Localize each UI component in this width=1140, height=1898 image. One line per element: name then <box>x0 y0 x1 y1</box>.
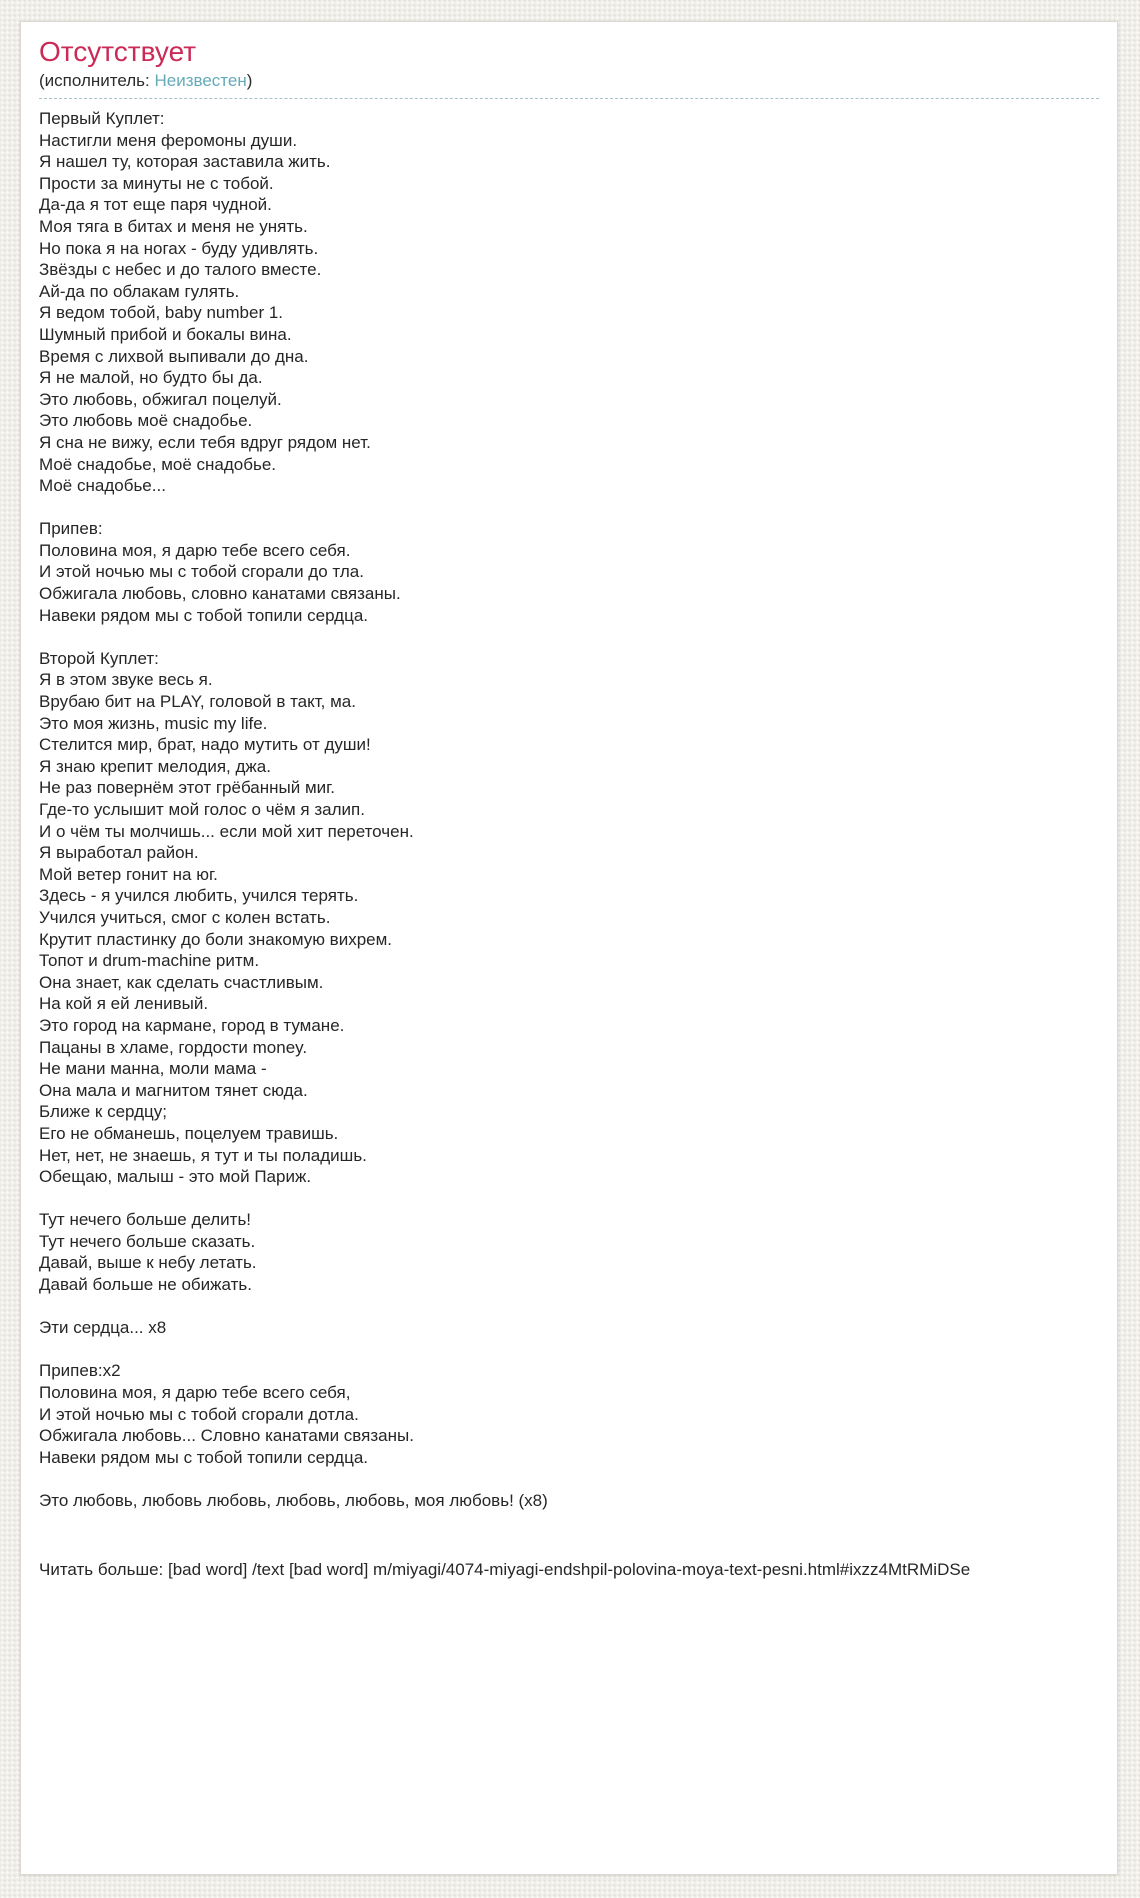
lyric-line: Это любовь, обжигал поцелуй. <box>39 389 282 409</box>
lyric-line: Его не обманешь, поцелуем травишь. <box>39 1123 339 1143</box>
lyric-line: Эти сердца... x8 <box>39 1318 167 1338</box>
lyric-stanza <box>39 108 1099 497</box>
lyric-line: Это любовь моё снадобье. <box>39 411 253 431</box>
lyric-line: Мой ветер гонит на юг. <box>39 864 218 884</box>
lyric-stanza <box>39 1490 1099 1512</box>
lyric-line: Нет, нет, не знаешь, я тут и ты поладишь. <box>39 1145 367 1165</box>
artist-link[interactable]: Неизвестен <box>154 71 247 90</box>
lyric-line: Я сна не вижу, если тебя вдруг рядом нет. <box>39 432 371 452</box>
lyric-line: Время с лихвой выпивали до дна. <box>39 346 309 366</box>
lyric-line: Она мала и магнитом тянет сюда. <box>39 1080 308 1100</box>
lyric-line: Это моя жизнь, music my life. <box>39 713 268 733</box>
lyric-line: Обещаю, малыш - это мой Париж. <box>39 1167 312 1187</box>
lyric-line: Обжигала любовь... Словно канатами связаны. <box>39 1426 414 1446</box>
lyric-line: Моё снадобье, моё снадобье. <box>39 454 277 474</box>
lyric-line: Навеки рядом мы с тобой топили сердца. <box>39 605 368 625</box>
lyric-line: Припев:x2 <box>39 1361 121 1381</box>
lyric-line: И о чём ты молчишь... если мой хит переточен. <box>39 821 414 841</box>
lyric-stanza <box>39 1360 1099 1468</box>
lyric-stanza <box>39 518 1099 626</box>
lyric-line: Крутит пластинку до боли знакомую вихрем. <box>39 929 393 949</box>
lyric-line: Обжигала любовь, словно канатами связаны. <box>39 584 401 604</box>
lyric-line: Тут нечего больше делить! <box>39 1210 252 1230</box>
lyric-line: Здесь - я учился любить, учился терять. <box>39 886 359 906</box>
lyric-line: Прости за минуты не с тобой. <box>39 173 274 193</box>
lyric-line: И этой ночью мы с тобой сгорали дотла. <box>39 1404 359 1424</box>
lyric-line: Первый Куплет: <box>39 109 165 128</box>
lyrics-card <box>20 21 1118 1875</box>
lyric-line: Это любовь, любовь любовь, любовь, любовь, моя любовь! (x8) <box>39 1491 548 1510</box>
lyric-line: Моё снадобье... <box>39 476 166 496</box>
lyric-line: Я ведом тобой, baby number 1. <box>39 303 284 323</box>
lyric-line: Моя тяга в битах и меня не унять. <box>39 216 308 236</box>
lyric-line: Но пока я на ногах - буду удивлять. <box>39 238 319 258</box>
lyric-line: Топот и drum-machine ритм. <box>39 951 260 971</box>
lyric-line: Я нашел ту, которая заставила жить. <box>39 152 331 172</box>
artist-suffix: ) <box>246 71 253 90</box>
lyric-line: Давай, выше к небу летать. <box>39 1253 257 1273</box>
lyric-line: Я не малой, но будто бы да. <box>39 368 263 388</box>
lyric-line: Пацаны в хламе, гордости money. <box>39 1037 308 1057</box>
lyric-line: Не мани манна, моли мама - <box>39 1059 267 1079</box>
lyric-line: Настигли меня феромоны души. <box>39 130 298 150</box>
lyric-line: Это город на кармане, город в тумане. <box>39 1015 345 1035</box>
lyric-line: Давай больше не обижать. <box>39 1275 252 1295</box>
lyric-line: Не раз повернём этот грёбанный миг. <box>39 778 335 798</box>
lyric-line: Она знает, как сделать счастливым. <box>39 972 324 992</box>
read-more-line: Читать больше: [bad word] /text [bad word] m/miyagi/4074-miyagi-endshpil-polovina-moya-text-pesni.html#ixzz4MtRMiDSe <box>39 1559 971 1579</box>
lyric-line: Ближе к сердцу; <box>39 1102 167 1122</box>
lyric-line: Да-да я тот еще паря чудной. <box>39 195 272 215</box>
lyric-line: Звёзды с небес и до талого вместе. <box>39 260 322 280</box>
lyric-line: Учился учиться, смог с колен встать. <box>39 907 331 927</box>
lyric-line: На кой я ей ленивый. <box>39 994 209 1014</box>
song-header <box>39 36 1099 99</box>
lyric-line: Стелится мир, брат, надо мутить от души! <box>39 735 371 755</box>
lyric-stanza <box>39 1209 1099 1295</box>
lyric-line: Второй Куплет: <box>39 648 159 668</box>
lyric-line: И этой ночью мы с тобой сгорали до тла. <box>39 562 364 582</box>
artist-label: (исполнитель: <box>39 71 150 90</box>
lyric-line: Навеки рядом мы с тобой топили сердца. <box>39 1447 368 1467</box>
lyric-line: Шумный прибой и бокалы вина. <box>39 324 292 344</box>
lyric-line: Припев: <box>39 519 103 539</box>
lyric-line: Я знаю крепит мелодия, джа. <box>39 756 271 776</box>
lyric-line: Тут нечего больше сказать. <box>39 1231 256 1251</box>
artist-line <box>39 71 1099 91</box>
song-title: Отсутствует <box>39 36 197 67</box>
lyric-line: Ай-да по облакам гулять. <box>39 281 240 301</box>
lyric-stanza <box>39 1317 1099 1339</box>
lyric-line: Я в этом звуке весь я. <box>39 670 213 690</box>
lyric-stanza <box>39 648 1099 1188</box>
lyric-line: Я выработал район. <box>39 843 199 863</box>
lyric-line: Врубаю бит на PLAY, головой в такт, ма. <box>39 692 356 712</box>
lyrics-text <box>39 108 1099 1512</box>
lyric-line: Половина моя, я дарю тебе всего себя, <box>39 1383 351 1403</box>
lyric-line: Где-то услышит мой голос о чём я залип. <box>39 800 365 819</box>
lyric-line: Половина моя, я дарю тебе всего себя. <box>39 540 351 560</box>
